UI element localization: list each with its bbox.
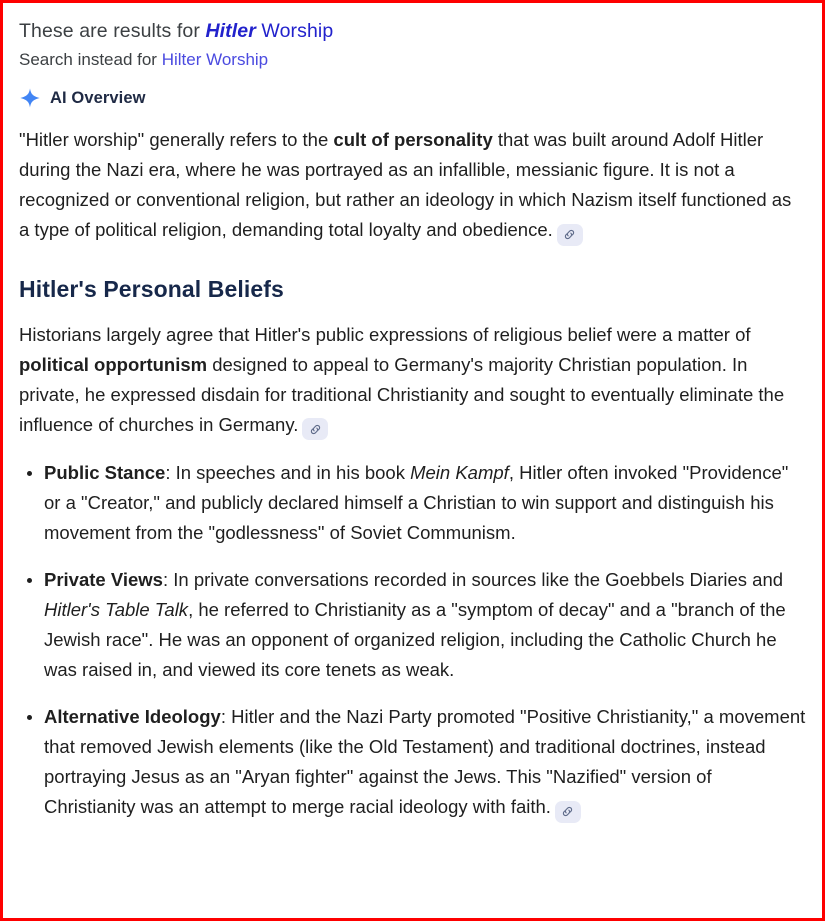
- bullet-text-b: , Hitler often invoked "Providence" or a "Creator," and publicly declared himself a Christian to win support and distinguish his movement from the "godlessness" of Soviet Communism.: [44, 462, 789, 543]
- bullet-italic-title: Mein Kampf: [410, 462, 509, 483]
- search-instead-link[interactable]: Hilter Worship: [161, 50, 269, 69]
- citation-chip[interactable]: [302, 418, 328, 440]
- list-item: [19, 702, 806, 823]
- section-heading: Hitler's Personal Beliefs: [19, 275, 284, 302]
- sparkle-icon: [19, 87, 41, 109]
- search-instead-prefix: Search instead for: [19, 50, 162, 69]
- bullet-text-a: : In private conversations recorded in sources like the Goebbels Diaries and: [162, 569, 784, 590]
- intro-text-b: that was built around Adolf Hitler during the Nazi era, where he was portrayed as an infallible, messianic figure. It is not a recognized or conventional religion, but rather an ideology in which Nazism itself functioned as a type of political religion, demanding total loyalty and obedience.: [19, 129, 792, 240]
- bullet-text-a: : In speeches and in his book: [165, 462, 411, 483]
- intro-paragraph: [19, 125, 806, 246]
- ai-overview-header: [19, 87, 806, 109]
- section-text-a: Historians largely agree that Hitler's public expressions of religious belief were a matter of: [19, 323, 751, 345]
- section-bold-term: political opportunism: [19, 353, 208, 375]
- ai-overview-label: AI Overview: [50, 88, 146, 107]
- bullet-lead-label: Private Views: [44, 569, 163, 590]
- content-area: [3, 3, 822, 823]
- beliefs-bullet-list: [19, 458, 806, 823]
- corrected-query-rest: Worship: [255, 20, 334, 42]
- results-for-prefix: These are results for: [19, 20, 206, 42]
- corrected-query-term: Hitler: [205, 20, 256, 42]
- link-icon: [309, 423, 322, 436]
- intro-text-a: "Hitler worship" generally refers to the: [19, 129, 334, 150]
- list-item: [19, 458, 806, 548]
- citation-chip[interactable]: [555, 801, 581, 823]
- bullet-text-a: : Hitler and the Nazi Party promoted "Positive Christianity," a movement that removed Jewish elements (like the Old Testament) and traditional doctrines, instead portraying Jesus as an "Aryan fighter" against the Jews. This "Nazified" version of Christianity was an attempt to merge racial ideology with faith.: [44, 706, 806, 817]
- bullet-lead-label: Alternative Ideology: [44, 706, 221, 727]
- intro-bold-term: cult of personality: [333, 129, 493, 150]
- section-paragraph: [19, 320, 806, 441]
- citation-chip[interactable]: [557, 224, 583, 246]
- link-icon: [563, 228, 576, 241]
- bullet-italic-title: Hitler's Table Talk: [44, 599, 189, 620]
- section-text-b: designed to appeal to Germany's majority Christian population. In private, he expressed disdain for traditional Christianity and sought to eventually eliminate the influence of churches in Germany.: [19, 353, 785, 435]
- bullet-text-b: , he referred to Christianity as a "symptom of decay" and a "branch of the Jewish race". He was an opponent of organized religion, including the Catholic Church he was raised in, and viewed its core tenets as weak.: [44, 599, 786, 680]
- results-for-line: [19, 17, 806, 45]
- link-icon: [561, 805, 574, 818]
- list-item: [19, 565, 806, 685]
- search-instead-line: [19, 47, 806, 73]
- bullet-lead-label: Public Stance: [44, 462, 166, 483]
